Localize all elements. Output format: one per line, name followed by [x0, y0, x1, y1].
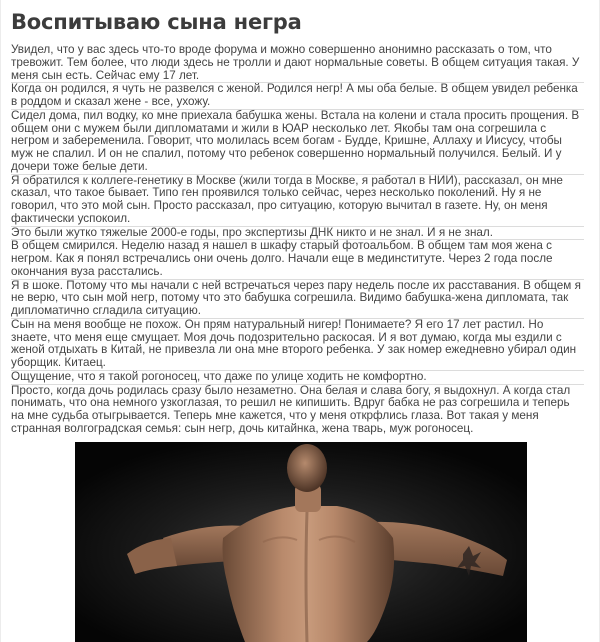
- article-photo: [75, 442, 527, 642]
- article-paragraph: Я обратился к коллеге-генетику в Москве (жили тогда в Москве, я работал в НИИ), рассказал, он мне сказал, что такое бывает. Типо ген проявился только сейчас, через несколько поколений. Ну я не говорил, что это мой сын. Просто рассказал, про ситуацию, которую вычитал в газете. Ну, он меня фактически успокоил.: [11, 175, 584, 227]
- article-paragraph: Сын на меня вообще не похож. Он прям натуральный нигер! Понимаете? Я его 17 лет растил. Но знаете, что меня еще смущает. Моя дочь подозрительно раскосая. И я вот думаю, когда мы ездили с женой отдыхать в Китай, не привезла ли она мне второго ребенка. У зак номер ежедневно убирал один уборщик. Китаец.: [11, 319, 584, 371]
- article-paragraph: Ощущение, что я такой рогоносец, что даже по улице ходить не комфортно.: [11, 371, 584, 385]
- man-back-photo: [75, 442, 527, 642]
- article-title: Воспитываю сына негра: [11, 10, 302, 34]
- article-body: [11, 44, 584, 436]
- article-paragraph: Это были жутко тяжелые 2000-е годы, про экспертизы ДНК никто и не знал. И я не знал.: [11, 227, 584, 241]
- article-paragraph: Когда он родился, я чуть не развелся с женой. Родился негр! А мы оба белые. В общем увидел ребенка в роддом и сказал жене - все, ухожу.: [11, 83, 584, 110]
- article-paragraph: Я в шоке. Потому что мы начали с ней встречаться через пару недель после их расставания. В общем я не верю, что сын мой негр, потому что это бабушка согрешила. Видимо бабушка-жена дипломата, так дипломатично сгладила ситуацию.: [11, 280, 584, 319]
- article-paragraph: В общем смирился. Неделю назад я нашел в шкафу старый фотоальбом. В общем там моя жена с негром. Как я понял встречались они очень долго. Начали еще в мединституте. Через 2 года после окончания вуза расстались.: [11, 240, 584, 279]
- article-paragraph: Сидел дома, пил водку, ко мне приехала бабушка жены. Встала на колени и стала просить прощения. В общем они с мужем были дипломатами и жили в ЮАР несколько лет. Якобы там она согрешила с негром и забеременила. Говорит, что молилась всем богам - Будде, Кришне, Аллаху и Иисусу, чтобы муж не спалил. И он не спалил, потому что ребенок совершенно нормальный получился. Белый. И у дочери тоже белые дети.: [11, 110, 584, 175]
- article-paragraph: Увидел, что у вас здесь что-то вроде форума и можно совершенно анонимно рассказать о том, что тревожит. Тем более, что люди здесь не тролли и дают нормальные советы. В общем ситуация такая. У меня сын есть. Сейчас ему 17 лет.: [11, 44, 584, 83]
- article-paragraph: Просто, когда дочь родилась сразу было незаметно. Она белая и слава богу, я выдохнул. А когда стал понимать, что она немного узкоглазая, то решил не кипишить. Вдруг бабка не раз согрешила и теперь на мне судьба отыгрывается. Теперь мне кажется, что у меня открфлись глаза. Вот такая у меня странная волгоградская семья: сын негр, дочь китайнка, жена тварь, муж рогоносец.: [11, 383, 571, 435]
